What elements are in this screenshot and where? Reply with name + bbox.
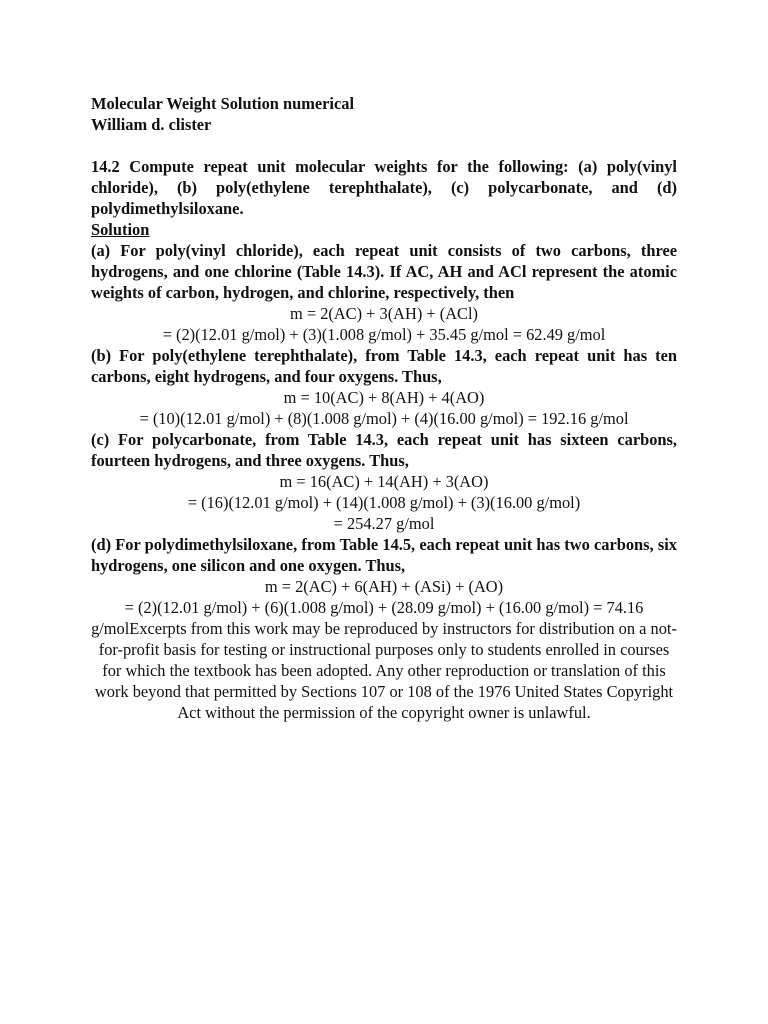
- part-b-equation-2: = (10)(12.01 g/mol) + (8)(1.008 g/mol) + (4)(16.00 g/mol) = 192.16 g/mol: [139, 409, 629, 428]
- problem-statement: 14.2 Compute repeat unit molecular weights for the following: (a) poly(vinyl chloride), (b) poly(ethylene terephthalate), (c) polycarbonate, and (d) polydimethylsiloxane.: [91, 157, 677, 218]
- part-b-equation-1: m = 10(AC) + 8(AH) + 4(AO): [283, 388, 485, 407]
- part-b-text: (b) For poly(ethylene terephthalate), from Table 14.3, each repeat unit has ten carbons, eight hydrogens, and four oxygens. Thus,: [91, 346, 677, 386]
- part-c-text: (c) For polycarbonate, from Table 14.3, each repeat unit has sixteen carbons, fourteen hydrogens, and three oxygens. Thus,: [91, 430, 677, 470]
- part-c-equation-3: = 254.27 g/mol: [333, 514, 435, 533]
- part-d-equation-2-and-copyright: = (2)(12.01 g/mol) + (6)(1.008 g/mol) + (28.09 g/mol) + (16.00 g/mol) = 74.16 g/molExcerpts from this work may be reproduced by instructors for distribution on a not-for-profit basis for testing or instructional purposes only to students enrolled in courses for which the textbook has been adopted. Any other reproduction or translation of this work beyond that permitted by Sections 107 or 108 of the 1976 United States Copyright Act without the permission of the copyright owner is unlawful.: [91, 598, 677, 722]
- document-page: [91, 93, 677, 723]
- part-a-text: (a) For poly(vinyl chloride), each repeat unit consists of two carbons, three hydrogens, and one chlorine (Table 14.3). If AC, AH and ACl represent the atomic weights of carbon, hydrogen, and chlorine, respectively, then: [91, 241, 677, 302]
- solution-heading: Solution: [91, 220, 150, 239]
- document-author: William d. clister: [91, 115, 212, 134]
- part-d-equation-1: m = 2(AC) + 6(AH) + (ASi) + (AO): [264, 577, 504, 596]
- spacer: [91, 135, 677, 156]
- part-c-equation-2: = (16)(12.01 g/mol) + (14)(1.008 g/mol) + (3)(16.00 g/mol): [187, 493, 581, 512]
- document-title: Molecular Weight Solution numerical: [91, 94, 355, 113]
- part-d-text: (d) For polydimethylsiloxane, from Table 14.5, each repeat unit has two carbons, six hydrogens, one silicon and one oxygen. Thus,: [91, 535, 677, 575]
- part-a-equation-1: m = 2(AC) + 3(AH) + (ACl): [290, 304, 478, 323]
- part-c-equation-1: m = 16(AC) + 14(AH) + 3(AO): [279, 472, 489, 491]
- part-a-equation-2: = (2)(12.01 g/mol) + (3)(1.008 g/mol) + 35.45 g/mol = 62.49 g/mol: [162, 325, 606, 344]
